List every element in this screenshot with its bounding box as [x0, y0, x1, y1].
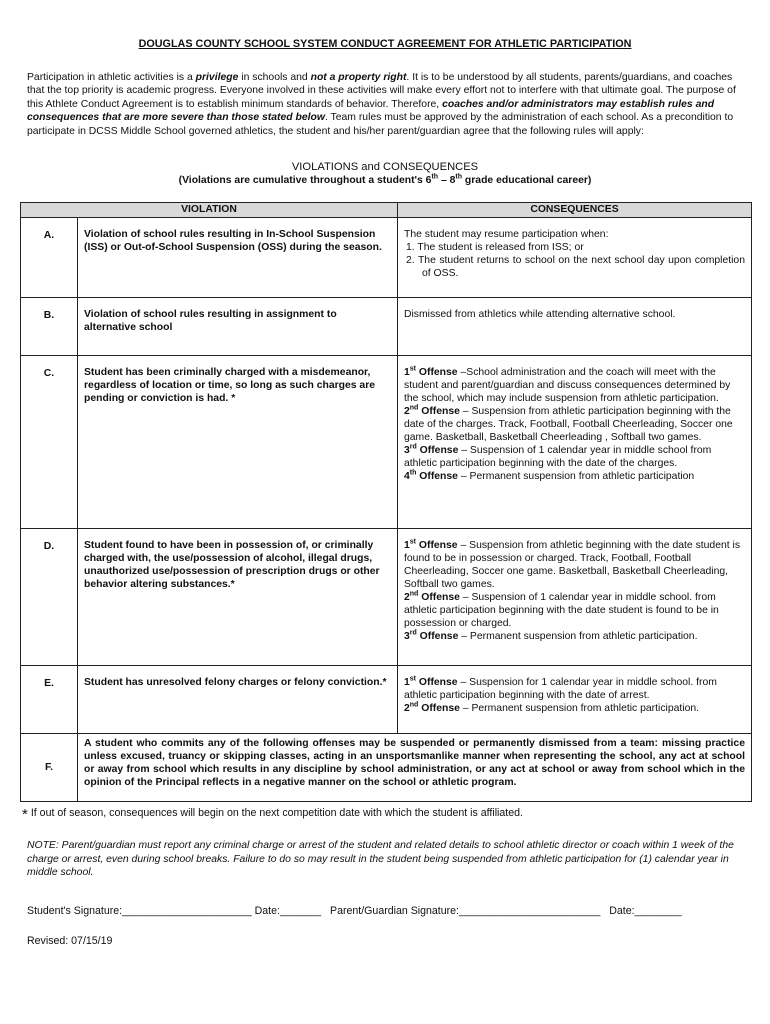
offense-entry: 2nd Offense – Suspension from athletic participation beginning with the date of the charges. Track, Football, Football Cheerleading, Soccer one game. Basketball, Basketball Cheerleading , Softball two games. [404, 404, 733, 443]
violation-cell: Student has unresolved felony charges or felony conviction.* [78, 666, 398, 734]
violation-cell: A student who commits any of the following offenses may be suspended or permanently dismissed from a team: missing practice unless excused, truancy or skipping classes, acting in an unsportsmanlike manner when representing the school, any act at school or away from school which results in any discipline by school administration, or any act at school or away from school which in the opinion of the Principal reflects in a negative manner on the school or athletic program. [78, 734, 752, 802]
table-row [21, 734, 752, 802]
violations-heading: VIOLATIONS and CONSEQUENCES [291, 161, 479, 173]
offense-entry: 3rd Offense – Suspension of 1 calendar year in middle school from athletic participation beginning with the date of the charges. [404, 443, 712, 469]
row-letter: E. [21, 666, 78, 734]
table-row [21, 298, 752, 356]
offense-entry: 1st Offense – Suspension for 1 calendar year in middle school. from athletic participation beginning with the date of arrest. [404, 675, 717, 701]
consequence-cell [398, 529, 752, 666]
offense-entry: 1st Offense – Suspension from athletic beginning with the date student is found to be in possession or charged. Track, Football, Football Cheerleading, Soccer one game. Basketball, Basketball Cheerleading, Softball two games. [404, 538, 741, 590]
violations-subheading: (Violations are cumulative throughout a student's 6th – 8th grade educational career) [178, 173, 592, 186]
row-letter: B. [21, 298, 78, 356]
parent-note: NOTE: Parent/guardian must report any criminal charge or arrest of the student and related details to school athletic director or coach within 1 week of the charge or arrest, even during school breaks. Failure to do so may result in the student being suspended from athletic participation for (1) calendar year in middle school. [27, 840, 734, 879]
offense-entry: 4th Offense – Permanent suspension from athletic participation [404, 469, 695, 482]
row-letter: F. [21, 734, 78, 802]
violation-cell: Violation of school rules resulting in In-School Suspension (ISS) or Out-of-School Suspension (OSS) during the season. [78, 218, 398, 298]
consequence-item: 2. The student returns to school on the next school day upon completion of OSS. [406, 255, 745, 279]
violation-cell: Student found to have been in possession of, or criminally charged with, the use/possession of alcohol, illegal drugs, unauthorized use/possession of prescription drugs or other behavior altering substances.* [78, 529, 398, 666]
consequences-column-header: CONSEQUENCES [398, 203, 752, 218]
violations-table [20, 202, 752, 802]
violation-column-header: VIOLATION [21, 203, 398, 218]
intro-paragraph: Participation in athletic activities is a privilege in schools and not a property right. It is to be understood by all students, parents/guardians, and coaches that the top priority is academic progress. Everyone involved in these activities will make every effort not to interfere with that ultimate goal. The purpose of this Athlete Conduct Agreement is to establish minimum standards of behavior. Therefore, coaches and/or administrators may establish rules and consequences that are more severe than those stated below. Team rules must be approved by the administration of each school. As a precondition to participate in DCSS Middle School governed athletics, the student and his/her parent/guardian agree that the following rules will apply: [27, 72, 736, 137]
violation-cell: Violation of school rules resulting in assignment to alternative school [78, 298, 398, 356]
table-row [21, 666, 752, 734]
offense-entry: 1st Offense –School administration and the coach will meet with the student and parent/guardian and discuss consequences determined by the school, which may include suspension from athletic participation. [404, 365, 731, 404]
offense-entry: 2nd Offense – Permanent suspension from athletic participation. [404, 701, 700, 714]
document-title: DOUGLAS COUNTY SCHOOL SYSTEM CONDUCT AGREEMENT FOR ATHLETIC PARTICIPATION [138, 38, 632, 50]
table-row [21, 218, 752, 298]
consequence-cell [398, 666, 752, 734]
footnote: * If out of season, consequences will begin on the next competition date with which the student is affiliated. [22, 806, 523, 823]
footnote-asterisk: * [22, 806, 28, 823]
table-row [21, 356, 752, 529]
row-letter: A. [21, 218, 78, 298]
violation-cell: Student has been criminally charged with a misdemeanor, regardless of location or time, so long as such charges are pending or conviction is had. * [78, 356, 398, 529]
consequence-cell [398, 356, 752, 529]
table-header-row [21, 203, 752, 218]
row-letter: D. [21, 529, 78, 666]
consequence-cell [398, 218, 752, 298]
row-letter: C. [21, 356, 78, 529]
signature-line[interactable]: Student's Signature:______________________ Date:_______ Parent/Guardian Signature:________________________ Date:________ [27, 905, 682, 917]
consequence-item: 1. The student is released from ISS; or [406, 242, 584, 253]
consequence-cell: Dismissed from athletics while attending alternative school. [398, 298, 752, 356]
offense-entry: 3rd Offense – Permanent suspension from athletic participation. [404, 629, 698, 642]
consequence-intro: The student may resume participation when: [404, 229, 609, 240]
revised-date: Revised: 07/15/19 [27, 935, 113, 947]
table-row [21, 529, 752, 666]
offense-entry: 2nd Offense – Suspension of 1 calendar year in middle school. from athletic participation beginning with the date student is found to be in possession or charged. [404, 590, 719, 629]
